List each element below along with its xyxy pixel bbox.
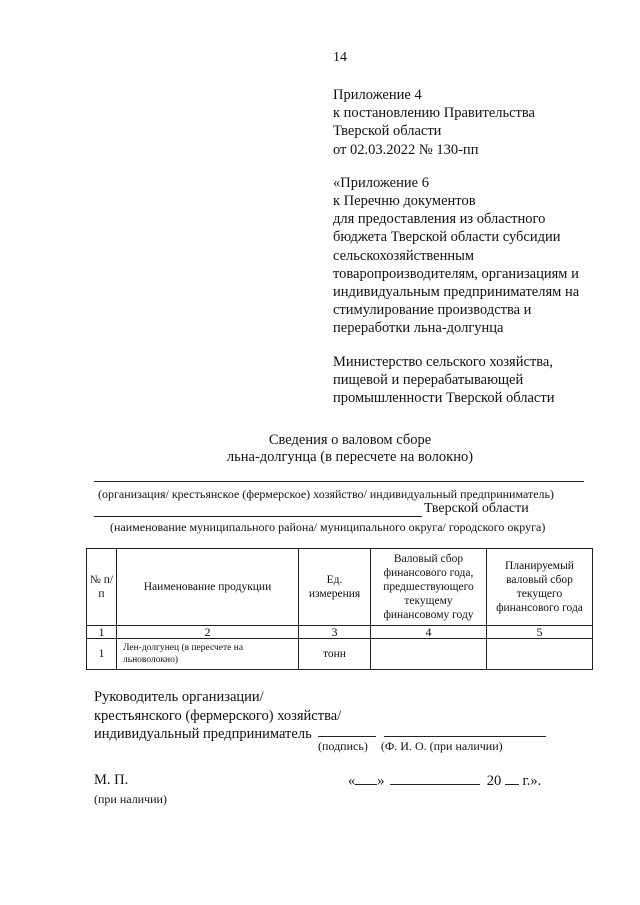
appendix-line: к постановлению Правительства: [333, 105, 535, 122]
signature-line-2: крестьянского (фермерского) хозяйства/: [94, 707, 342, 724]
column-number: 5: [487, 626, 593, 639]
column-numbers-row: [87, 626, 593, 639]
date-close-quote: »: [377, 773, 385, 789]
day-field[interactable]: [355, 772, 377, 785]
column-number: 3: [299, 626, 371, 639]
row-number: 1: [87, 639, 117, 670]
signature-line-3: индивидуальный предприниматель: [94, 726, 312, 742]
full-name-field-line[interactable]: [384, 736, 546, 737]
organization-caption: (организация/ крестьянское (фермерское) хозяйство/ индивидуальный предприниматель): [98, 487, 555, 501]
organization-field-line[interactable]: [94, 481, 584, 482]
appendix-line: от 02.03.2022 № 130-пп: [333, 141, 479, 158]
header-prev-year-harvest: Валовый сбор финансового года, предшествующего текущему финансовому году: [371, 549, 487, 626]
appendix-line: сельскохозяйственным: [333, 247, 475, 264]
municipality-caption: (наименование муниципального района/ муниципального округа/ городского округа): [110, 520, 546, 534]
column-number: 4: [371, 626, 487, 639]
prev-year-harvest-cell[interactable]: [371, 639, 487, 670]
year-suffix: г.».: [522, 773, 542, 789]
date-open-quote: «: [348, 773, 356, 789]
signature-captions: [318, 739, 513, 754]
name-caption: (Ф. И. О. (при наличии): [380, 739, 503, 753]
appendix-line: стимулирование производства и: [333, 302, 532, 319]
sign-caption: (подпись): [318, 739, 368, 753]
appendix-line: для предоставления из областного: [333, 211, 546, 228]
planned-harvest-cell[interactable]: [487, 639, 593, 670]
appendix-spacer: [333, 338, 579, 353]
ministry-line: пищевой и перерабатывающей: [333, 371, 524, 388]
appendix-line: индивидуальным предпринимателям на: [333, 284, 580, 301]
appendix-line: к Перечню документов: [333, 193, 476, 210]
ministry-line: Министерство сельского хозяйства,: [333, 353, 553, 370]
header-product: Наименование продукции: [117, 549, 299, 626]
title-line-1: Сведения о валовом сборе: [268, 432, 432, 448]
stamp-note: (при наличии): [94, 792, 167, 806]
signature-block: [94, 688, 341, 744]
product-name: Лен-долгунец (в пересчете на льноволокно): [117, 639, 299, 670]
municipality-field-line[interactable]: [94, 516, 422, 517]
harvest-table: [86, 548, 593, 670]
appendix-line: переработки льна-долгунца: [333, 320, 504, 337]
page-number: 14: [333, 50, 347, 65]
year-prefix: 20: [486, 773, 502, 789]
appendix-header: [333, 86, 579, 407]
stamp-label: М. П.: [94, 772, 129, 788]
appendix-line: Приложение 4: [333, 87, 422, 103]
appendix-spacer: [333, 159, 579, 174]
column-number: 1: [87, 626, 117, 639]
year-field[interactable]: [505, 772, 519, 785]
header-number: № п/п: [87, 549, 117, 626]
appendix-line: бюджета Тверской области субсидии: [333, 229, 561, 246]
unit-value: тонн: [299, 639, 371, 670]
document-title: [0, 432, 640, 466]
signature-line-1: Руководитель организации/: [94, 689, 264, 705]
appendix-line: Тверской области: [333, 123, 442, 140]
table-header-row: [87, 549, 593, 626]
ministry-line: промышленности Тверской области: [333, 390, 555, 407]
title-line-2: льна-долгунца (в пересчете на волокно): [226, 449, 474, 465]
signature-field-line[interactable]: [318, 736, 376, 737]
table-row: [87, 639, 593, 670]
appendix-line: «Приложение 6: [333, 174, 429, 191]
header-planned-harvest: Планируемый валовый сбор текущего финансового года: [487, 549, 593, 626]
header-unit: Ед. измерения: [299, 549, 371, 626]
region-text: Тверской области: [424, 501, 529, 516]
month-field[interactable]: [390, 772, 480, 785]
column-number: 2: [117, 626, 299, 639]
appendix-line: товаропроизводителям, организациям и: [333, 265, 579, 282]
date-line: [348, 772, 541, 790]
